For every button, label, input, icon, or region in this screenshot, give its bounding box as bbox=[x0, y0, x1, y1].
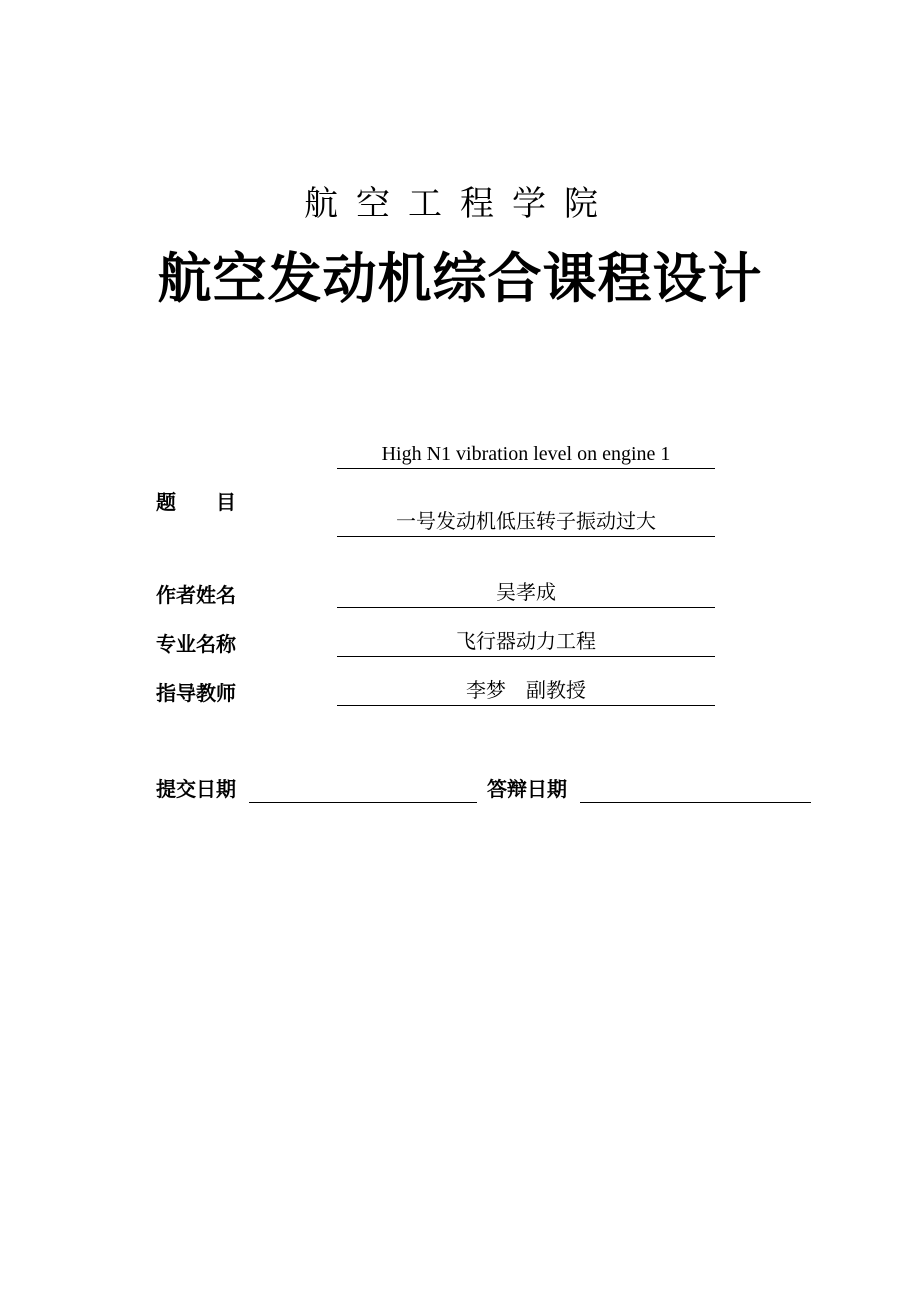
author-label: 作者姓名 bbox=[156, 583, 236, 607]
submit-date-label: 提交日期 bbox=[156, 777, 236, 801]
advisor-value: 李梦 副教授 bbox=[337, 677, 715, 706]
submit-date-line bbox=[249, 774, 477, 803]
defense-date-line bbox=[580, 774, 811, 803]
thesis-title-chinese: 一号发动机低压转子振动过大 bbox=[337, 508, 715, 537]
major-value: 飞行器动力工程 bbox=[337, 628, 715, 657]
thesis-title-english: High N1 vibration level on engine 1 bbox=[337, 440, 715, 469]
advisor-label: 指导教师 bbox=[156, 681, 236, 705]
major-label: 专业名称 bbox=[156, 632, 236, 656]
defense-date-label: 答辩日期 bbox=[487, 777, 567, 801]
thesis-title-label: 题 目 bbox=[156, 490, 236, 514]
school-name: 航空工程学院 bbox=[304, 184, 616, 224]
course-title: 航空发动机综合课程设计 bbox=[157, 246, 763, 310]
author-value: 吴孝成 bbox=[337, 579, 715, 608]
